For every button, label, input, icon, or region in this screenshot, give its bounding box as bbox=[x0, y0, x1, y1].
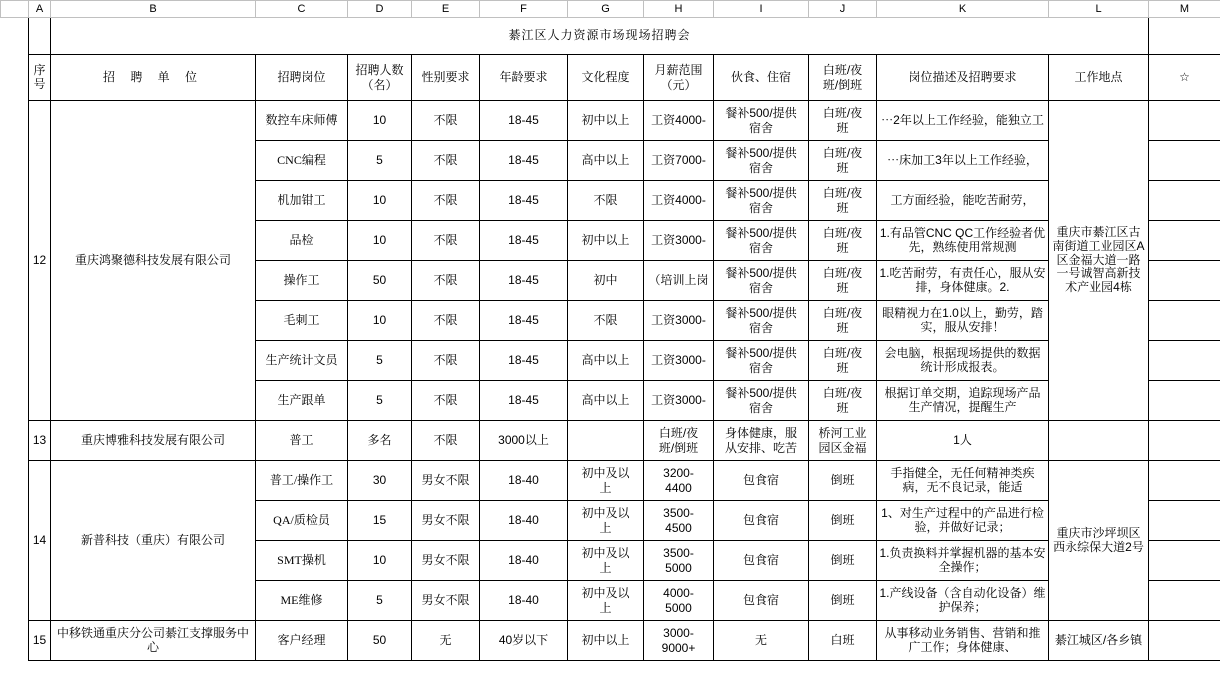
cell-overflow bbox=[1149, 221, 1220, 261]
cell-shift: 白班 bbox=[809, 621, 877, 661]
cell-age: 18-45 bbox=[480, 101, 568, 141]
cell-company-13: 重庆博雅科技发展有限公司 bbox=[51, 421, 256, 461]
table-row[interactable] bbox=[1, 421, 1220, 461]
cell-description: 眼精视力在1.0以上，勤劳，踏实，服从安排！ bbox=[877, 301, 1049, 341]
header-gender: 性别要求 bbox=[412, 55, 480, 101]
column-header-J[interactable]: J bbox=[809, 1, 877, 18]
cell-salary: 4000- 5000 bbox=[644, 581, 714, 621]
cell-position: 生产统计文员 bbox=[256, 341, 348, 381]
cell-count: 5 bbox=[348, 581, 412, 621]
cell-age: 18-40 bbox=[480, 501, 568, 541]
cell-overflow bbox=[1149, 101, 1220, 141]
cell-overflow bbox=[1149, 381, 1220, 421]
cell-overflow bbox=[1149, 301, 1220, 341]
column-header-A[interactable]: A bbox=[29, 1, 51, 18]
column-header-C[interactable]: C bbox=[256, 1, 348, 18]
cell-location-12: 重庆市綦江区古南街道工业园区A区金福大道一路一号诚智高新技术产业园4栋 bbox=[1049, 101, 1149, 421]
cell-salary: 工资4000- bbox=[644, 181, 714, 221]
row-header-3[interactable] bbox=[1, 101, 29, 141]
cell-position: 生产跟单 bbox=[256, 381, 348, 421]
cell-overflow bbox=[1149, 621, 1220, 661]
cell-count: 10 bbox=[348, 221, 412, 261]
column-header-L[interactable]: L bbox=[1049, 1, 1149, 18]
cell-gender: 不限 bbox=[412, 301, 480, 341]
cell-age: 18-45 bbox=[480, 381, 568, 421]
select-all-corner[interactable] bbox=[1, 1, 29, 18]
cell-age: 18-45 bbox=[480, 181, 568, 221]
header-company: 招 聘 单 位 bbox=[51, 55, 256, 101]
header-education: 文化程度 bbox=[568, 55, 644, 101]
cell-meals: 包食宿 bbox=[714, 461, 809, 501]
title-row bbox=[1, 18, 1220, 55]
cell-education: 初中 bbox=[568, 261, 644, 301]
header-position: 招聘岗位 bbox=[256, 55, 348, 101]
cell-gender: 不限 bbox=[412, 421, 480, 461]
cell-description: 1人 bbox=[877, 421, 1049, 461]
cell-salary: 工资3000- bbox=[644, 221, 714, 261]
cell-overflow bbox=[1149, 581, 1220, 621]
column-header-E[interactable]: E bbox=[412, 1, 480, 18]
row-header-4[interactable] bbox=[1, 141, 29, 181]
cell-education: 高中以上 bbox=[568, 341, 644, 381]
row-header-13[interactable] bbox=[1, 501, 29, 541]
table-row[interactable] bbox=[1, 461, 1220, 501]
cell-count: 5 bbox=[348, 381, 412, 421]
row-header-15[interactable] bbox=[1, 581, 29, 621]
cell-overflow bbox=[1149, 181, 1220, 221]
cell-meals: 餐补500/提供 宿舍 bbox=[714, 101, 809, 141]
cell-gender: 不限 bbox=[412, 141, 480, 181]
cell-overflow bbox=[1149, 141, 1220, 181]
cell-meals: 餐补500/提供 宿舍 bbox=[714, 261, 809, 301]
cell-education: 初中及以 上 bbox=[568, 581, 644, 621]
cell-position: 普工 bbox=[256, 421, 348, 461]
cell-count: 50 bbox=[348, 261, 412, 301]
row-header-16[interactable] bbox=[1, 621, 29, 661]
cell-salary: 工资3000- bbox=[644, 301, 714, 341]
cell-shift: 白班/夜 班 bbox=[809, 101, 877, 141]
cell-salary: 3000- 9000+ bbox=[644, 621, 714, 661]
column-header-H[interactable]: H bbox=[644, 1, 714, 18]
cell-description: 从事移动业务销售、营销和推广工作；身体健康、 bbox=[877, 621, 1049, 661]
cell-shift: 桥河工业 园区金福 bbox=[809, 421, 877, 461]
cell-education: 初中及以 上 bbox=[568, 541, 644, 581]
cell-education: 高中以上 bbox=[568, 141, 644, 181]
cell-meals: 包食宿 bbox=[714, 541, 809, 581]
cell-position: 机加钳工 bbox=[256, 181, 348, 221]
cell-count: 10 bbox=[348, 541, 412, 581]
cell-age: 18-40 bbox=[480, 581, 568, 621]
cell-position: 客户经理 bbox=[256, 621, 348, 661]
cell-gender: 不限 bbox=[412, 341, 480, 381]
cell-overflow bbox=[1149, 541, 1220, 581]
cell-description: 手指健全，无任何精神类疾病，无不良记录，能适 bbox=[877, 461, 1049, 501]
row-header-7[interactable] bbox=[1, 261, 29, 301]
cell-age: 18-45 bbox=[480, 141, 568, 181]
header-overflow: ☆ bbox=[1149, 55, 1220, 101]
cell-gender: 男女不限 bbox=[412, 461, 480, 501]
cell-age: 18-45 bbox=[480, 341, 568, 381]
column-header-B[interactable]: B bbox=[51, 1, 256, 18]
header-salary: 月薪范围 （元） bbox=[644, 55, 714, 101]
cell-age: 18-45 bbox=[480, 221, 568, 261]
cell-description: 会电脑，根据现场提供的数据统计形成报表。 bbox=[877, 341, 1049, 381]
header-seq: 序号 bbox=[29, 55, 51, 101]
table-header-row bbox=[1, 55, 1220, 101]
column-header-K[interactable]: K bbox=[877, 1, 1049, 18]
cell-age: 18-45 bbox=[480, 301, 568, 341]
row-header-14[interactable] bbox=[1, 541, 29, 581]
row-header-5[interactable] bbox=[1, 181, 29, 221]
cell-seq-15: 15 bbox=[29, 621, 51, 661]
cell-seq-12: 12 bbox=[29, 101, 51, 421]
cell-shift: 白班/夜 班 bbox=[809, 181, 877, 221]
cell-count: 5 bbox=[348, 341, 412, 381]
header-description: 岗位描述及招聘要求 bbox=[877, 55, 1049, 101]
cell-education: 高中以上 bbox=[568, 381, 644, 421]
row-header-1[interactable] bbox=[1, 18, 29, 55]
cell-education: 初中及以 上 bbox=[568, 501, 644, 541]
table-row[interactable] bbox=[1, 101, 1220, 141]
cell-meals: 餐补500/提供 宿舍 bbox=[714, 181, 809, 221]
table-row[interactable] bbox=[1, 621, 1220, 661]
cell-count: 15 bbox=[348, 501, 412, 541]
cell-meals: 包食宿 bbox=[714, 501, 809, 541]
cell-count: 10 bbox=[348, 301, 412, 341]
cell-education: 不限 bbox=[568, 181, 644, 221]
cell-location-15: 綦江城区/各乡镇 bbox=[1049, 621, 1149, 661]
title-pad-right bbox=[1149, 18, 1220, 55]
cell-gender: 不限 bbox=[412, 381, 480, 421]
cell-description: ⋯2年以上工作经验，能独立工 bbox=[877, 101, 1049, 141]
column-header-I[interactable]: I bbox=[714, 1, 809, 18]
cell-salary: （培训上岗 bbox=[644, 261, 714, 301]
cell-shift: 倒班 bbox=[809, 501, 877, 541]
header-location: 工作地点 bbox=[1049, 55, 1149, 101]
cell-shift: 白班/夜 班 bbox=[809, 301, 877, 341]
cell-salary: 白班/夜 班/倒班 bbox=[644, 421, 714, 461]
cell-location-14: 重庆市沙坪坝区西永综保大道2号 bbox=[1049, 461, 1149, 621]
cell-description: 1.有品管CNC QC工作经验者优先，熟练使用常规测 bbox=[877, 221, 1049, 261]
cell-gender: 不限 bbox=[412, 101, 480, 141]
cell-meals: 餐补500/提供 宿舍 bbox=[714, 341, 809, 381]
row-header-8[interactable] bbox=[1, 301, 29, 341]
cell-description: 1.吃苦耐劳，有责任心，服从安排，身体健康。2. bbox=[877, 261, 1049, 301]
cell-gender: 男女不限 bbox=[412, 501, 480, 541]
cell-salary: 工资3000- bbox=[644, 381, 714, 421]
cell-education: 初中以上 bbox=[568, 621, 644, 661]
cell-position: 数控车床师傅 bbox=[256, 101, 348, 141]
column-header-D[interactable]: D bbox=[348, 1, 412, 18]
cell-age: 18-45 bbox=[480, 261, 568, 301]
cell-overflow bbox=[1149, 421, 1220, 461]
cell-shift: 白班/夜 班 bbox=[809, 141, 877, 181]
cell-age: 40岁以下 bbox=[480, 621, 568, 661]
column-header-row[interactable] bbox=[1, 1, 1220, 18]
cell-meals: 无 bbox=[714, 621, 809, 661]
cell-company-14: 新普科技（重庆）有限公司 bbox=[51, 461, 256, 621]
cell-salary: 3500- 5000 bbox=[644, 541, 714, 581]
cell-age: 3000以上 bbox=[480, 421, 568, 461]
cell-count: 10 bbox=[348, 101, 412, 141]
cell-education: 初中以上 bbox=[568, 101, 644, 141]
cell-education: 初中及以 上 bbox=[568, 461, 644, 501]
cell-shift: 白班/夜 班 bbox=[809, 221, 877, 261]
cell-description: 1.负责换料并掌握机器的基本安全操作； bbox=[877, 541, 1049, 581]
cell-education: 初中以上 bbox=[568, 221, 644, 261]
title-pad-left bbox=[29, 18, 51, 55]
cell-description: 1.产线设备（含自动化设备）维护保养； bbox=[877, 581, 1049, 621]
cell-position: 操作工 bbox=[256, 261, 348, 301]
cell-count: 30 bbox=[348, 461, 412, 501]
cell-shift: 白班/夜 班 bbox=[809, 381, 877, 421]
cell-count: 多名 bbox=[348, 421, 412, 461]
cell-count: 10 bbox=[348, 181, 412, 221]
column-header-G[interactable]: G bbox=[568, 1, 644, 18]
cell-position: ME维修 bbox=[256, 581, 348, 621]
cell-count: 50 bbox=[348, 621, 412, 661]
cell-company-15: 中移铁通重庆分公司綦江支撑服务中心 bbox=[51, 621, 256, 661]
cell-salary: 工资4000- bbox=[644, 101, 714, 141]
cell-shift: 白班/夜 班 bbox=[809, 261, 877, 301]
cell-count: 5 bbox=[348, 141, 412, 181]
row-header-9[interactable] bbox=[1, 341, 29, 381]
header-count: 招聘人数 （名） bbox=[348, 55, 412, 101]
cell-position: QA/质检员 bbox=[256, 501, 348, 541]
cell-position: CNC编程 bbox=[256, 141, 348, 181]
cell-description: 1、对生产过程中的产品进行检验，并做好记录； bbox=[877, 501, 1049, 541]
cell-position: 普工/操作工 bbox=[256, 461, 348, 501]
cell-age: 18-40 bbox=[480, 461, 568, 501]
cell-age: 18-40 bbox=[480, 541, 568, 581]
header-meals: 伙食、住宿 bbox=[714, 55, 809, 101]
cell-description: ⋯床加工3年以上工作经验， bbox=[877, 141, 1049, 181]
cell-overflow bbox=[1149, 341, 1220, 381]
row-header-6[interactable] bbox=[1, 221, 29, 261]
cell-salary: 工资7000- bbox=[644, 141, 714, 181]
cell-gender: 无 bbox=[412, 621, 480, 661]
row-header-2[interactable] bbox=[1, 55, 29, 101]
cell-shift: 倒班 bbox=[809, 541, 877, 581]
cell-gender: 男女不限 bbox=[412, 541, 480, 581]
cell-description: 工方面经验，能吃苦耐劳， bbox=[877, 181, 1049, 221]
cell-seq-13: 13 bbox=[29, 421, 51, 461]
row-header-11[interactable] bbox=[1, 421, 29, 461]
cell-meals: 身体健康，服 从安排、吃苦 bbox=[714, 421, 809, 461]
cell-meals: 餐补500/提供 宿舍 bbox=[714, 221, 809, 261]
cell-education bbox=[568, 421, 644, 461]
cell-education: 不限 bbox=[568, 301, 644, 341]
cell-meals: 餐补500/提供 宿舍 bbox=[714, 301, 809, 341]
row-header-12[interactable] bbox=[1, 461, 29, 501]
column-header-F[interactable]: F bbox=[480, 1, 568, 18]
cell-meals: 包食宿 bbox=[714, 581, 809, 621]
row-header-10[interactable] bbox=[1, 381, 29, 421]
cell-shift: 白班/夜 班 bbox=[809, 341, 877, 381]
column-header-M[interactable]: M bbox=[1149, 1, 1220, 18]
cell-overflow bbox=[1149, 501, 1220, 541]
cell-gender: 不限 bbox=[412, 221, 480, 261]
cell-position: SMT操机 bbox=[256, 541, 348, 581]
cell-description: 根据订单交期，追踪现场产品生产情况，提醒生产 bbox=[877, 381, 1049, 421]
cell-position: 毛刺工 bbox=[256, 301, 348, 341]
header-shift: 白班/夜 班/倒班 bbox=[809, 55, 877, 101]
cell-seq-14: 14 bbox=[29, 461, 51, 621]
cell-overflow bbox=[1149, 461, 1220, 501]
cell-salary: 3200- 4400 bbox=[644, 461, 714, 501]
cell-gender: 男女不限 bbox=[412, 581, 480, 621]
cell-salary: 3500- 4500 bbox=[644, 501, 714, 541]
page-title: 綦江区人力资源市场现场招聘会 bbox=[51, 18, 1149, 55]
cell-overflow bbox=[1149, 261, 1220, 301]
cell-salary: 工资3000- bbox=[644, 341, 714, 381]
cell-meals: 餐补500/提供 宿舍 bbox=[714, 141, 809, 181]
cell-meals: 餐补500/提供 宿舍 bbox=[714, 381, 809, 421]
cell-gender: 不限 bbox=[412, 261, 480, 301]
cell-position: 品检 bbox=[256, 221, 348, 261]
cell-location-13 bbox=[1049, 421, 1149, 461]
cell-company-12: 重庆鸿聚德科技发展有限公司 bbox=[51, 101, 256, 421]
cell-shift: 倒班 bbox=[809, 581, 877, 621]
cell-shift: 倒班 bbox=[809, 461, 877, 501]
header-age: 年龄要求 bbox=[480, 55, 568, 101]
cell-gender: 不限 bbox=[412, 181, 480, 221]
